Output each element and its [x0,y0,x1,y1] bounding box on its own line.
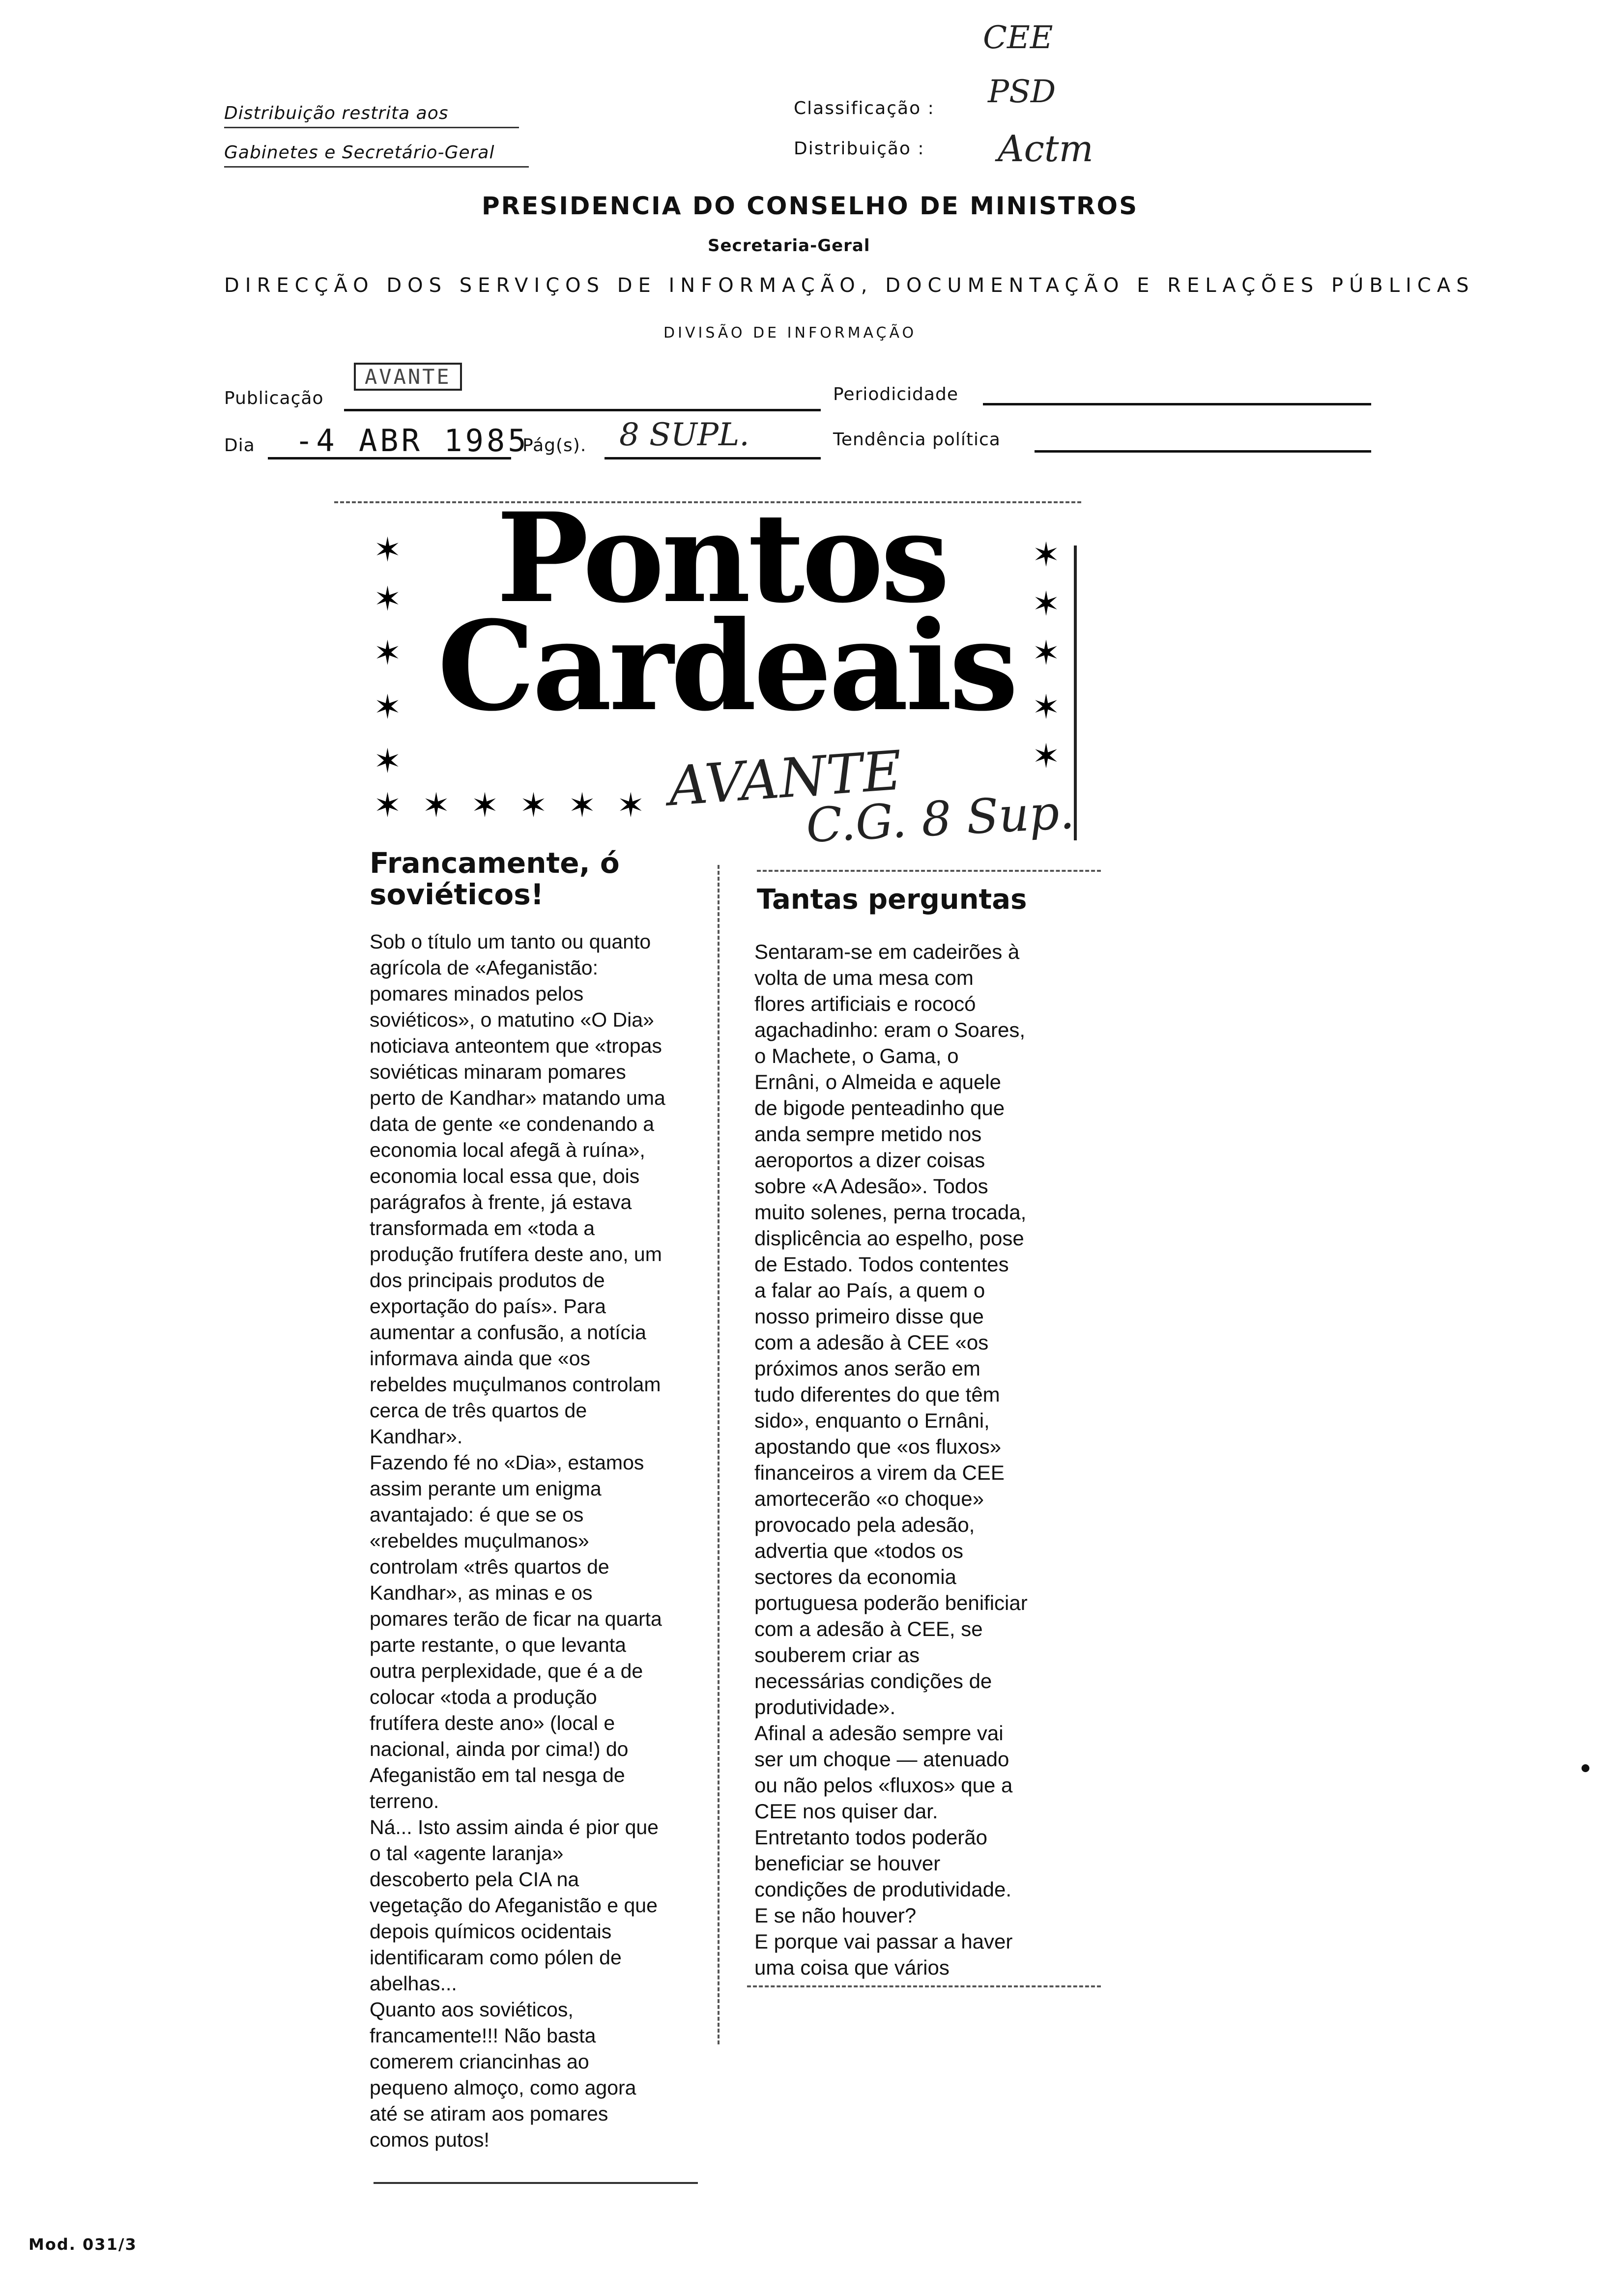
tendency-label: Tendência política [833,430,1001,450]
handwritten-source: AVANTE [666,739,904,818]
periodicity-label: Periodicidade [833,384,958,404]
handwritten-reference: C.G. 8 Sup. [805,784,1076,854]
classification-label: Classificação : [794,98,935,118]
right-article-top-rule [757,870,1101,872]
handwritten-note-cee: CEE [983,20,1053,56]
right-article-body: Sentaram-se em cadeirões à volta de uma mesa com flores artificiais e rococó agachadinho: eram o Soares, o Machete, o Gama, o Ernâni, o Almeida e aquele de bigode penteadinho que anda sempre metido nos aeroportos a dizer coisas sobre «A Adesão». Todos muito solenes, perna trocada, displicência ao espelho, pose de Estado. Todos contentes a falar ao País, a quem o nosso primeiro disse que com a adesão à CEE «os próximos anos serão em tudo diferentes do que têm sido», enquanto o Ernâni, apostando que «os fluxos» financeiros a virem da CEE amortecerão «o choque» provocado pela adesão, advertia que «todos os sectores da economia portuguesa poderão benificiar com a adesão à CEE, se souberem criar as necessárias condições de produtividade». Afinal a adesão sempre vai ser um choque — atenuado ou não pelos «fluxos» que a CEE nos quiser dar. Entretanto todos poderão beneficiar se houver condições de produtividade. E se não houver? E porque vai passar a haver uma coisa que vários [754,940,1028,1979]
right-article-headline: Tantas perguntas [757,884,1027,916]
handwritten-note-initials: Actm [998,128,1094,170]
division-title: DIVISÃO DE INFORMAÇÃO [663,324,917,342]
day-label: Dia [224,435,255,456]
left-article-headline: Francamente, ó soviéticos! [370,846,620,911]
day-stamp: -4 ABR 1985 [295,423,529,459]
distribution-note-underline-2 [224,166,529,168]
handwritten-note-psd: PSD [988,74,1056,110]
masthead-right-rule [1074,545,1077,840]
left-article-body: Sob o título um tanto ou quanto agrícola de «Afeganistão: pomares minados pelos soviéticos», o matutino «O Dia» noticiava anteontem que «tropas soviéticas minaram pomares perto de Kandhar» matando uma data de gente «e condenando a economia local afegã à ruína», economia local essa que, dois parágrafos à frente, já estava transformada em «toda a produção frutífera deste ano, um dos principais produtos de exportação do país». Para aumentar a confusão, a notícia informava ainda que «os rebeldes muçulmanos controlam cerca de três quartos de Kandhar». Fazendo fé no «Dia», estamos assim perante um enigma avantajado: é que se os «rebeldes muçulmanos» controlam «três quartos de Kandhar», as minas e os pomares terão de ficar na quarta parte restante, o que levanta outra perplexidade, que é a de colocar «toda a produção frutífera deste ano» (local e nacional, ainda por cima!) do Afeganistão em tal nesga de terreno. Ná... Isto assim ainda é pior que o tal «agente laranja» descoberto pela CIA na vegetação do Afeganistão e que depois químicos ocidentais identificaram como pólen de abelhas... Quanto aos soviéticos, francamente!!! Não basta comerem criancinhas ao pequeno almoço, como agora até se atiram aos pomares comos putos! [370,930,665,2151]
publication-label: Publicação [224,388,324,408]
publication-line [344,409,821,411]
pages-handwritten: 8 SUPL. [619,417,749,453]
distribution-note-line-2: Gabinetes e Secretário-Geral [224,143,495,163]
distribution-note-underline [224,127,519,128]
secretariat-title: Secretaria-Geral [708,236,870,256]
column-title-line-2: Cardeais [437,594,1016,738]
column-separator [718,865,720,2044]
institution-title: PRESIDENCIA DO CONSELHO DE MINISTROS [482,192,1139,220]
publication-stamp: AVANTE [354,363,462,391]
right-article-end-rule [747,1985,1101,1987]
periodicity-line [983,403,1371,405]
scan-speck [1582,1764,1589,1772]
pages-label: Pág(s). [522,435,587,456]
directorate-title: DIRECÇÃO DOS SERVIÇOS DE INFORMAÇÃO, DOCUMENTAÇÃO E RELAÇÕES PÚBLICAS [224,274,1475,297]
distribution-label: Distribuição : [794,139,925,159]
form-code: Mod. 031/3 [29,2235,137,2254]
distribution-note-line-1: Distribuição restrita aos [224,103,449,123]
tendency-line [1035,450,1371,453]
pages-line [604,457,821,459]
column-title-line-1: Pontos [496,486,947,630]
masthead-bottom-stars: ✶ ✶ ✶ ✶ ✶ ✶ [374,786,645,825]
left-article-end-rule [374,2182,698,2184]
